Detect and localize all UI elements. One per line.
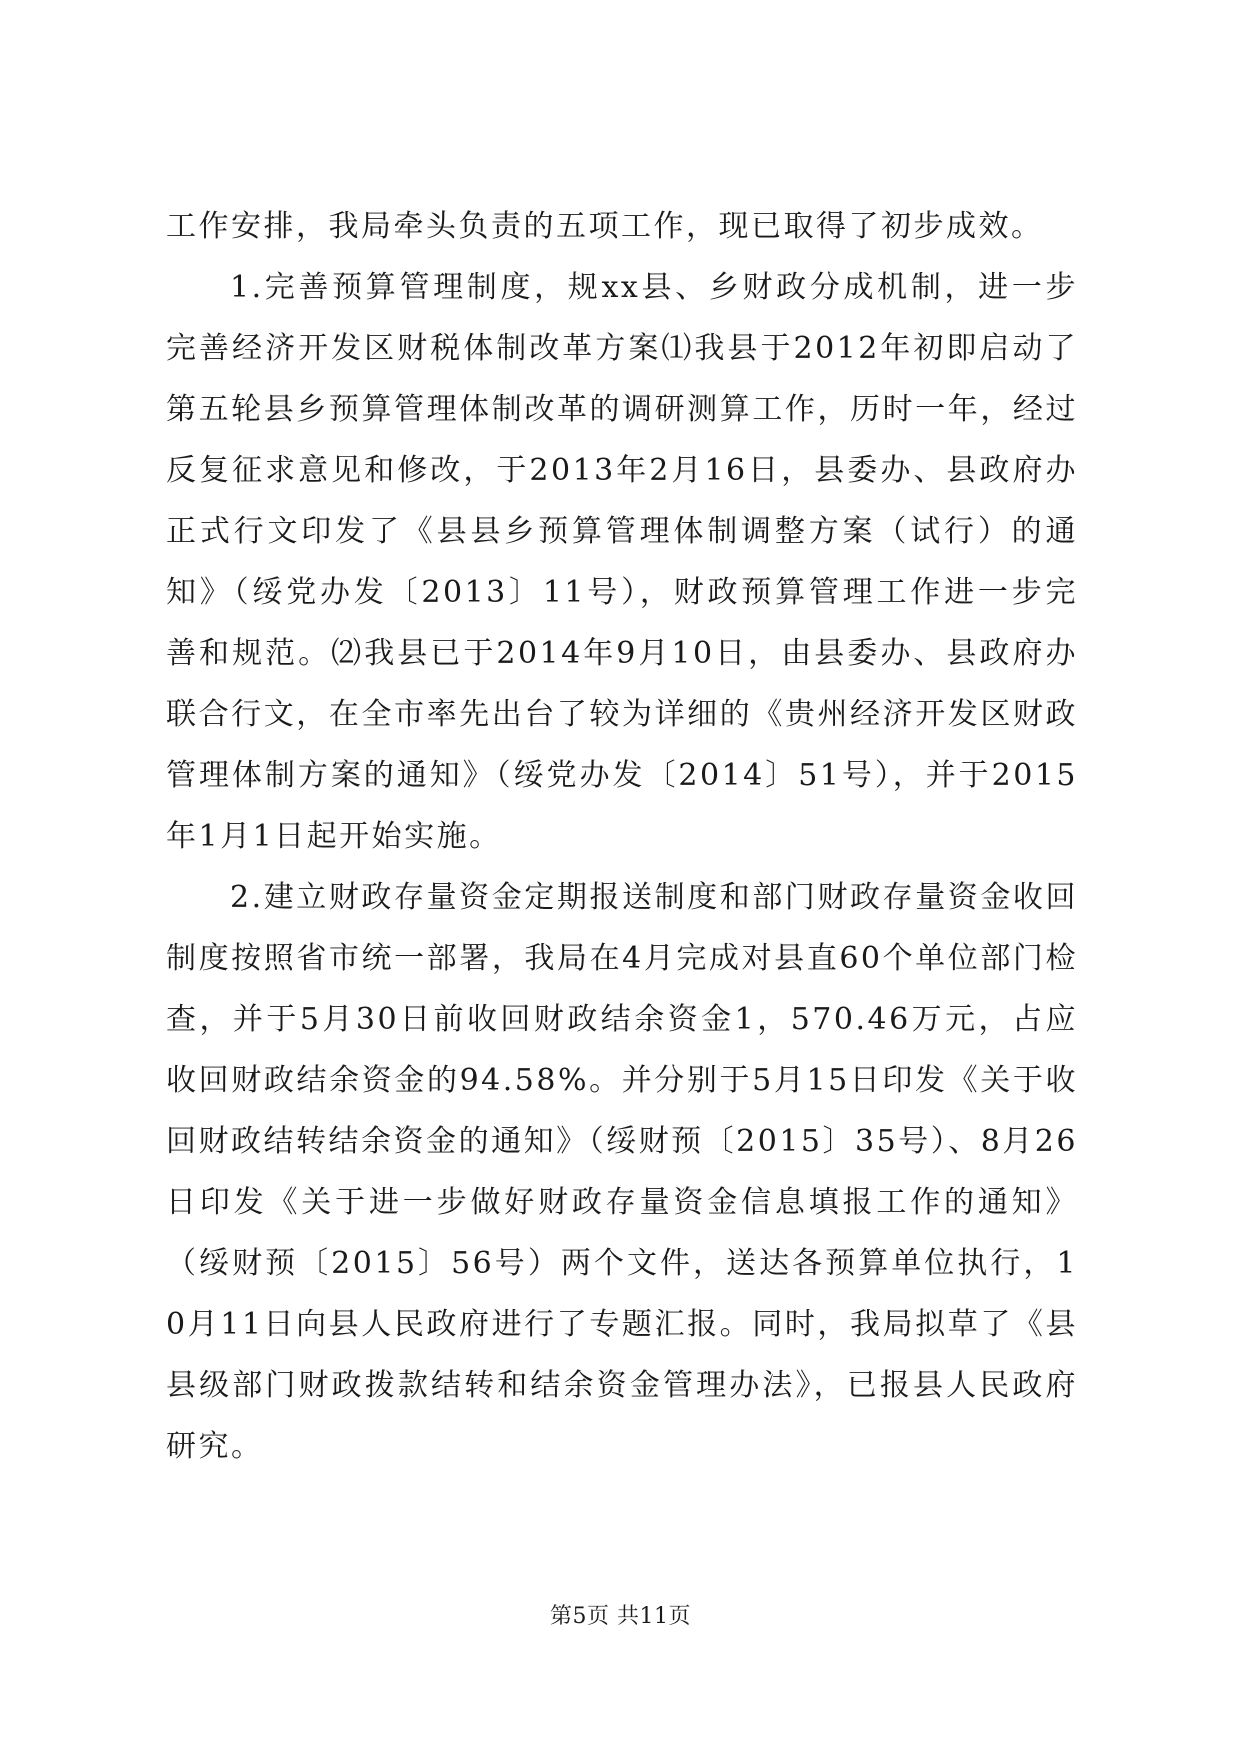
paragraph-item-2: 2.建立财政存量资金定期报送制度和部门财政存量资金收回制度按照省市统一部署，我局在4月完成对县直60个单位部门检查，并于5月30日前收回财政结余资金1，570.46万元，占应收回财政结余资金的94.58%。并分别于5月15日印发《关于收回财政结转结余资金的通知》（绥财预〔2015〕35号）、8月26日印发《关于进一步做好财政存量资金信息填报工作的通知》（绥财预〔2015〕56号）两个文件，送达各预算单位执行，10月11日向县人民政府进行了专题汇报。同时，我局拟草了《县县级部门财政拨款结转和结余资金管理办法》，已报县人民政府研究。	[166, 880, 1078, 1464]
page-number-footer: 第5页 共11页	[550, 1604, 691, 1629]
document-body	[166, 196, 1078, 1477]
paragraph-item-1: 1.完善预算管理制度，规xx县、乡财政分成机制，进一步完善经济开发区财税体制改革方案⑴我县于2012年初即启动了第五轮县乡预算管理体制改革的调研测算工作，历时一年，经过反复征求意见和修改，于2013年2月16日，县委办、县政府办正式行文印发了《县县乡预算管理体制调整方案（试行）的通知》（绥党办发〔2013〕11号），财政预算管理工作进一步完善和规范。⑵我县已于2014年9月10日，由县委办、县政府办联合行文，在全市率先出台了较为详细的《贵州经济开发区财政管理体制方案的通知》（绥党办发〔2014〕51号），并于2015年1月1日起开始实施。	[166, 270, 1078, 854]
paragraph-continuation: 工作安排，我局牵头负责的五项工作，现已取得了初步成效。	[166, 209, 1044, 244]
